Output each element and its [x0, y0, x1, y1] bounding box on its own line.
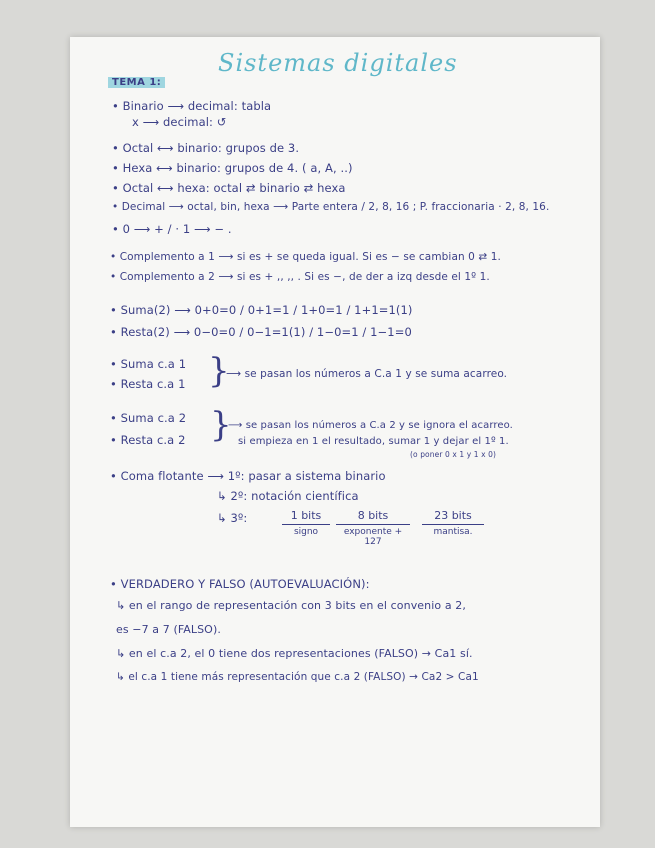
vf-item-3: ↳ el c.a 1 tiene más representación que c.a 2 (FALSO) → Ca2 > Ca1	[116, 671, 479, 683]
vf-item-2: ↳ en el c.a 2, el 0 tiene dos representaciones (FALSO) → Ca1 sí.	[116, 647, 473, 660]
field-signo-label: signo	[293, 527, 319, 537]
field-exponente	[336, 509, 410, 547]
note-suma-ca2: • Suma c.a 2	[110, 411, 187, 425]
note-ca2-rule-3: (o poner 0 x 1 y 1 x 0)	[410, 450, 497, 459]
note-complemento-1: • Complemento a 1 ⟶ si es + se queda igual. Si es − se cambian 0 ⇄ 1.	[110, 251, 501, 263]
field-mantisa	[422, 509, 484, 537]
note-ca1-rule: ⟶ se pasan los números a C.a 1 y se suma acarreo.	[226, 368, 508, 380]
note-coma-paso-2: ↳ 2º: notación científica	[217, 489, 359, 503]
vf-item-1b: es −7 a 7 (FALSO).	[116, 623, 221, 636]
note-hexa: • Hexa ⟷ binario: grupos de 4. ( a, A, ..)	[112, 161, 353, 175]
note-suma-binaria: • Suma(2) ⟶ 0+0=0 / 0+1=1 / 1+0=1 / 1+1=1(1)	[110, 303, 413, 317]
brace-ca2: }	[210, 405, 232, 445]
field-exponente-label: exponente + 127	[343, 527, 403, 547]
note-suma-ca1: • Suma c.a 1	[110, 357, 187, 371]
page-title: Sistemas digitales	[218, 49, 458, 77]
note-decimal: • Decimal ⟶ octal, bin, hexa ⟶ Parte entera / 2, 8, 16 ; P. fraccionaria · 2, 8, 16.	[112, 201, 550, 213]
brace-ca1: }	[208, 351, 230, 391]
field-mantisa-bits: 23 bits	[422, 509, 484, 525]
field-signo	[282, 509, 330, 537]
note-resta-binaria: • Resta(2) ⟶ 0−0=0 / 0−1=1(1) / 1−0=1 / 1−1=0	[110, 325, 412, 339]
note-signos: • 0 ⟶ + / · 1 ⟶ − .	[112, 222, 232, 236]
field-mantisa-label: mantisa.	[433, 527, 473, 537]
notebook-page	[70, 37, 600, 827]
note-octal: • Octal ⟷ binario: grupos de 3.	[112, 141, 300, 155]
topic-label: TEMA 1:	[108, 77, 165, 88]
note-octal-hexa: • Octal ⟷ hexa: octal ⇄ binario ⇄ hexa	[112, 181, 346, 195]
note-complemento-2: • Complemento a 2 ⟶ si es + ,, ,, . Si es −, de der a izq desde el 1º 1.	[110, 271, 490, 283]
field-exponente-bits: 8 bits	[336, 509, 410, 525]
note-coma-paso-3: ↳ 3º:	[217, 511, 248, 525]
note-resta-ca1: • Resta c.a 1	[110, 377, 186, 391]
note-resta-ca2: • Resta c.a 2	[110, 433, 186, 447]
vf-item-1a: ↳ en el rango de representación con 3 bits en el convenio a 2,	[116, 599, 466, 612]
field-signo-bits: 1 bits	[282, 509, 330, 525]
note-ca2-rule-2: si empieza en 1 el resultado, sumar 1 y dejar el 1º 1.	[238, 436, 509, 447]
note-ca2-rule-1: ⟶ se pasan los números a C.a 2 y se ignora el acarreo.	[228, 420, 513, 431]
note-binario: • Binario ⟶ decimal: tabla	[112, 99, 272, 113]
vf-title: • VERDADERO Y FALSO (AUTOEVALUACIÓN):	[110, 577, 370, 591]
note-x-decimal: x ⟶ decimal: ↺	[132, 115, 227, 129]
note-coma-flotante: • Coma flotante ⟶ 1º: pasar a sistema binario	[110, 469, 386, 483]
